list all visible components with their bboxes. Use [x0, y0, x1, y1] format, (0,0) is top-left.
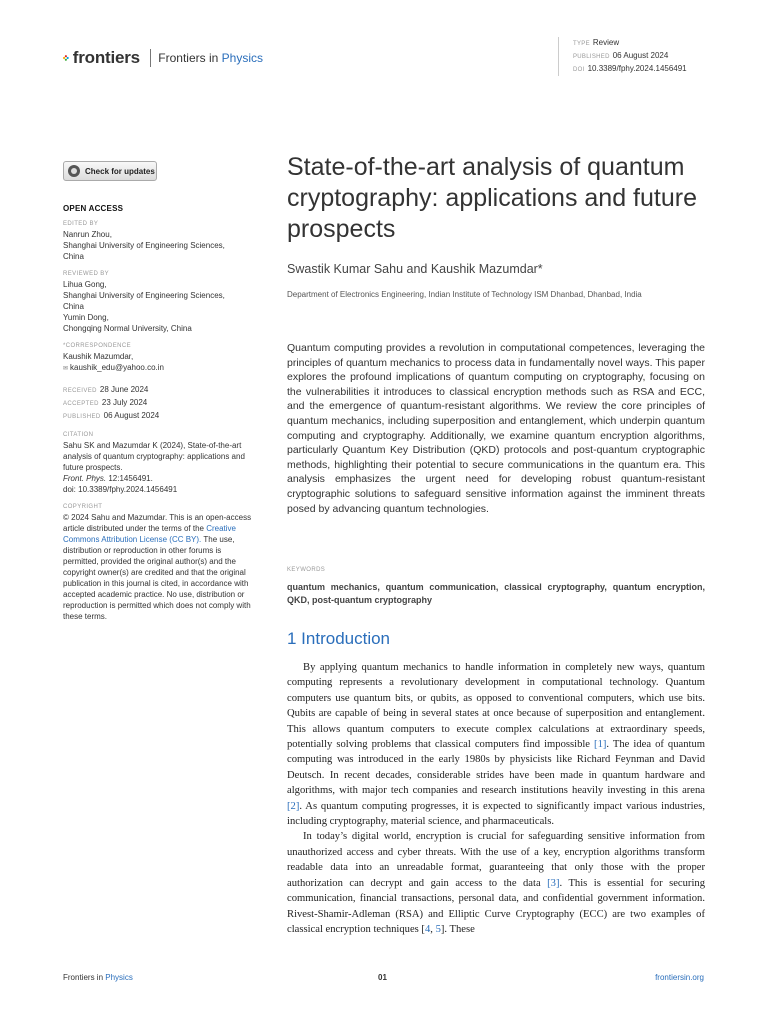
editor-line: Nanrun Zhou, — [63, 230, 112, 239]
meta-type-value: Review — [592, 38, 620, 47]
body-text-run: In today’s digital world, encryption is crucial for safeguarding sensitive information from unauthorized access and cyber threats. With the use of a key, encryption algorithms transform readable data into an unreadable format, guaranteeing that only those with the proper authorization can decrypt and gain access to the data — [287, 831, 705, 889]
citation-block — [63, 432, 259, 495]
published-row — [63, 410, 259, 423]
copyright-pre: © 2024 Sahu and Mazumdar. This is an open-access article distributed under the terms of the — [63, 513, 252, 533]
citation-label: CITATION — [63, 432, 94, 438]
correspondence-block — [63, 343, 259, 375]
article-authors: Swastik Kumar Sahu and Kaushik Mazumdar* — [287, 262, 543, 276]
reviewer-line: Chongqing Normal University, China — [63, 324, 192, 333]
footer-site-link[interactable]: frontiersin.org — [655, 973, 704, 982]
check-updates-icon — [68, 165, 80, 177]
accepted-label: ACCEPTED — [63, 401, 99, 407]
logo-wordmark: frontiers — [72, 48, 140, 67]
citation-volume: 12:1456491. — [106, 474, 153, 483]
body-paragraph — [287, 829, 705, 937]
copyright-label: COPYRIGHT — [63, 504, 103, 510]
reviewer-line: China — [63, 302, 84, 311]
meta-doi-value[interactable]: 10.3389/fphy.2024.1456491 — [587, 64, 687, 73]
reviewer-line: Shanghai University of Engineering Sciences, — [63, 291, 225, 300]
keywords-list: quantum mechanics, quantum communication, classical cryptography, quantum encryption, QKD, post-quantum cryptography — [287, 582, 705, 605]
received-row — [63, 384, 259, 397]
copyright-post: The use, distribution or reproduction in other forums is permitted, provided the original author(s) and the copyright owner(s) are credited and that the original publication in this journal is cited, in accordance with accepted academic practice. No use, distribution or reproduction is permitted which does not comply with these terms. — [63, 535, 251, 621]
reviewer-line: Yumin Dong, — [63, 313, 109, 322]
reviewed-by-block — [63, 271, 259, 334]
meta-doi-label: DOI — [573, 67, 585, 73]
citation-ref[interactable]: 4 — [424, 923, 431, 935]
citation-text — [63, 440, 259, 495]
meta-type-label: TYPE — [573, 41, 590, 47]
correspondence-email[interactable]: kaushik_edu@yahoo.co.in — [70, 363, 164, 372]
copyright-text — [63, 512, 259, 622]
body-text-run: , — [430, 923, 436, 935]
body-text-run: . This is essential for securing communication, financial transactions, personal data, and confidential government information. Rivest-Shamir-Adleman (RSA) and Elliptic Curve Cryptography (ECC) are two examples of classical encryption techniques [ — [287, 877, 705, 935]
footer-journal-name: Physics — [105, 973, 133, 982]
article-meta — [558, 37, 743, 76]
citation-ref[interactable]: [2] — [287, 800, 300, 812]
body-text-run: ]. These — [440, 923, 475, 935]
section-heading-introduction: 1 Introduction — [287, 629, 391, 648]
accepted-date: 23 July 2024 — [101, 398, 148, 407]
meta-doi — [573, 63, 743, 76]
journal-name[interactable] — [158, 51, 263, 65]
citation-ref[interactable]: [1] — [594, 739, 607, 751]
reviewer-line: Lihua Gong, — [63, 280, 107, 289]
citation-ref[interactable]: 5 — [435, 923, 441, 935]
body-text-run: . As quantum computing progresses, it is expected to significantly impact various industries, including cryptography, material science, and pharmaceuticals. — [287, 800, 705, 828]
meta-published-value: 06 August 2024 — [612, 51, 669, 60]
introduction-body — [287, 660, 705, 937]
citation-body: Sahu SK and Mazumdar K (2024), State-of-the-art analysis of quantum cryptography: applications and future prospects. — [63, 441, 245, 472]
body-text-run: By applying quantum mechanics to handle information in completely new ways, quantum computing represents a revolutionary development in computational technology. Quantum computers use quantum bits, or qubits, as opposed to conventional computers, which use bits. Qubits are capable of being in several states at once because of superposition and entanglement. This allows quantum computers to execute complex calculations at extraordinary speeds, potentially solving problems that classical computers find impossible — [287, 662, 705, 751]
footer-journal — [63, 973, 133, 982]
abstract-text: Quantum computing provides a revolution in computational competences, leveraging the principles of quantum mechanics to process data in fundamentally novel ways. This paper explores the profound implications of quantum computing on cryptography, focusing on the vulnerabilities it introduces to classical encryption methods such as RSA and ECC, and the emergence of quantum-resistant algorithms. We review the core principles of quantum mechanics, including superposition and entanglement, which underpin quantum computing and cryptography. Additionally, we examine quantum encryption algorithms, particularly Quantum Key Distribution (QKD) protocols and post-quantum cryptographic methods, highlighting their potential to secure communications in the quantum era. This analysis emphasizes the urgent need for developing robust quantum-resistant cryptographic solutions to safeguard sensitive information against the imminent threats posed by advancing quantum technologies. — [287, 342, 705, 515]
journal-title: Physics — [221, 51, 263, 65]
article-sidebar — [63, 204, 259, 631]
received-label: RECEIVED — [63, 388, 97, 394]
editor-line: China — [63, 252, 84, 261]
page-number: 01 — [378, 973, 387, 982]
citation-ref[interactable]: [3] — [547, 877, 560, 889]
license-link[interactable]: Creative Commons Attribution License (CC BY). — [63, 524, 236, 544]
published-label: PUBLISHED — [63, 414, 101, 420]
keywords-label: KEYWORDS — [287, 567, 326, 573]
author-affiliation: Department of Electronics Engineering, Indian Institute of Technology ISM Dhanbad, Dhanbad, India — [287, 290, 642, 299]
frontiers-logo[interactable] — [63, 47, 263, 69]
meta-type — [573, 37, 743, 50]
reviewed-by-label: REVIEWED BY — [63, 271, 110, 277]
correspondence-label: *CORRESPONDENCE — [63, 343, 132, 349]
meta-published-label: PUBLISHED — [573, 54, 610, 60]
article-title: State-of-the-art analysis of quantum cryptography: applications and future prospects — [287, 153, 697, 243]
body-text-run: . The idea of quantum computing was introduced in the early 1980s by physicists like Richard Feynman and David Deutsch. In recent decades, considerable strides have been made in quantum hardware and algorithms, with major tech companies and research institutions heavily investing in this arena — [287, 739, 705, 797]
footer-journal-prefix: Frontiers in — [63, 973, 104, 982]
envelope-icon: ✉ — [63, 366, 69, 372]
open-access-label: OPEN ACCESS — [63, 204, 124, 213]
frontiers-logo-icon — [63, 50, 69, 66]
citation-journal: Front. Phys. — [63, 474, 107, 483]
citation-doi[interactable]: doi: 10.3389/fphy.2024.1456491 — [63, 485, 178, 494]
copyright-block — [63, 504, 259, 622]
edited-by-label: EDITED BY — [63, 221, 99, 227]
journal-prefix: Frontiers in — [158, 51, 219, 65]
correspondence-name: Kaushik Mazumdar, — [63, 352, 134, 361]
meta-published — [573, 50, 743, 63]
received-date: 28 June 2024 — [99, 385, 149, 394]
check-for-updates-button[interactable] — [63, 161, 157, 181]
dates-block — [63, 384, 259, 423]
published-date: 06 August 2024 — [103, 411, 160, 420]
body-paragraph — [287, 660, 705, 829]
editor-line: Shanghai University of Engineering Sciences, — [63, 241, 225, 250]
check-updates-label: Check for updates — [85, 166, 155, 176]
edited-by-block — [63, 221, 259, 262]
accepted-row — [63, 397, 259, 410]
correspondence-email-row — [63, 362, 259, 375]
